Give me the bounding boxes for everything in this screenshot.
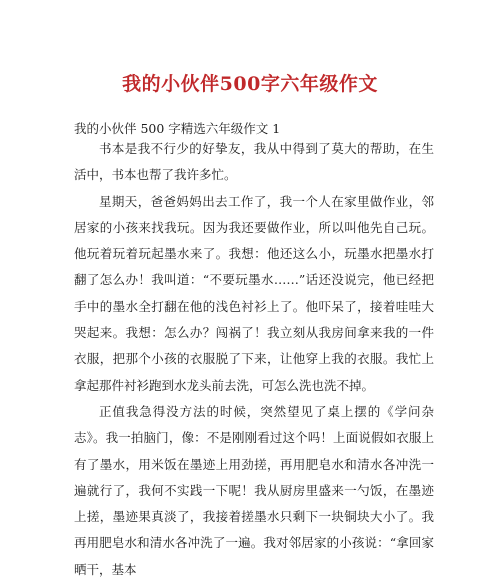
paragraph: 正值我急得没方法的时候，突然望见了桌上摆的《学问杂志》。我一拍脑门，像：不是刚刚看过这个吗！上面说假如衣服上有了墨水，用米饭在墨迹上用劲搓，再用肥皂水和清水各冲洗一遍就行了，我何不实践一下呢！我从厨房里盛来一勺饭，在墨迹上搓，墨迹果真淡了，我接着搓墨水只剩下一块铜块大小了。我再用肥皂水和清水各冲洗了一遍。我对邻居家的小孩说：“拿回家晒干，基本: [74, 403, 434, 577]
paragraph: 星期天，爸爸妈妈出去工作了，我一个人在家里做作业，邻居家的小孩来找我玩。因为我还要做作业，所以叫他先自己玩。他玩着玩着玩起墨水来了。我想：他还这么小，玩墨水把墨水打翻了怎么办！我叫道：“不要玩墨水……”话还没说完，他已经把手中的墨水全打翻在他的浅色衬衫上了。他吓呆了，接着哇哇大哭起来。我想：怎么办？闯祸了！我立刻从我房间拿来我的一件衣服，把那个小孩的衣服脱了下来，让他穿上我的衣服。我忙上拿起那件衬衫跑到水龙头前去洗，可怎么洗也洗不掉。: [74, 193, 434, 393]
section-heading: 我的小伙伴 500 字精选六年级作文 1: [74, 121, 281, 136]
essay-body: [74, 136, 434, 583]
page-title: 我的小伙伴500字六年级作文: [122, 73, 378, 95]
paragraph: 书本是我不行少的好挚友，我从中得到了莫大的帮助，在生活中，书本也帮了我许多忙。: [74, 141, 434, 183]
